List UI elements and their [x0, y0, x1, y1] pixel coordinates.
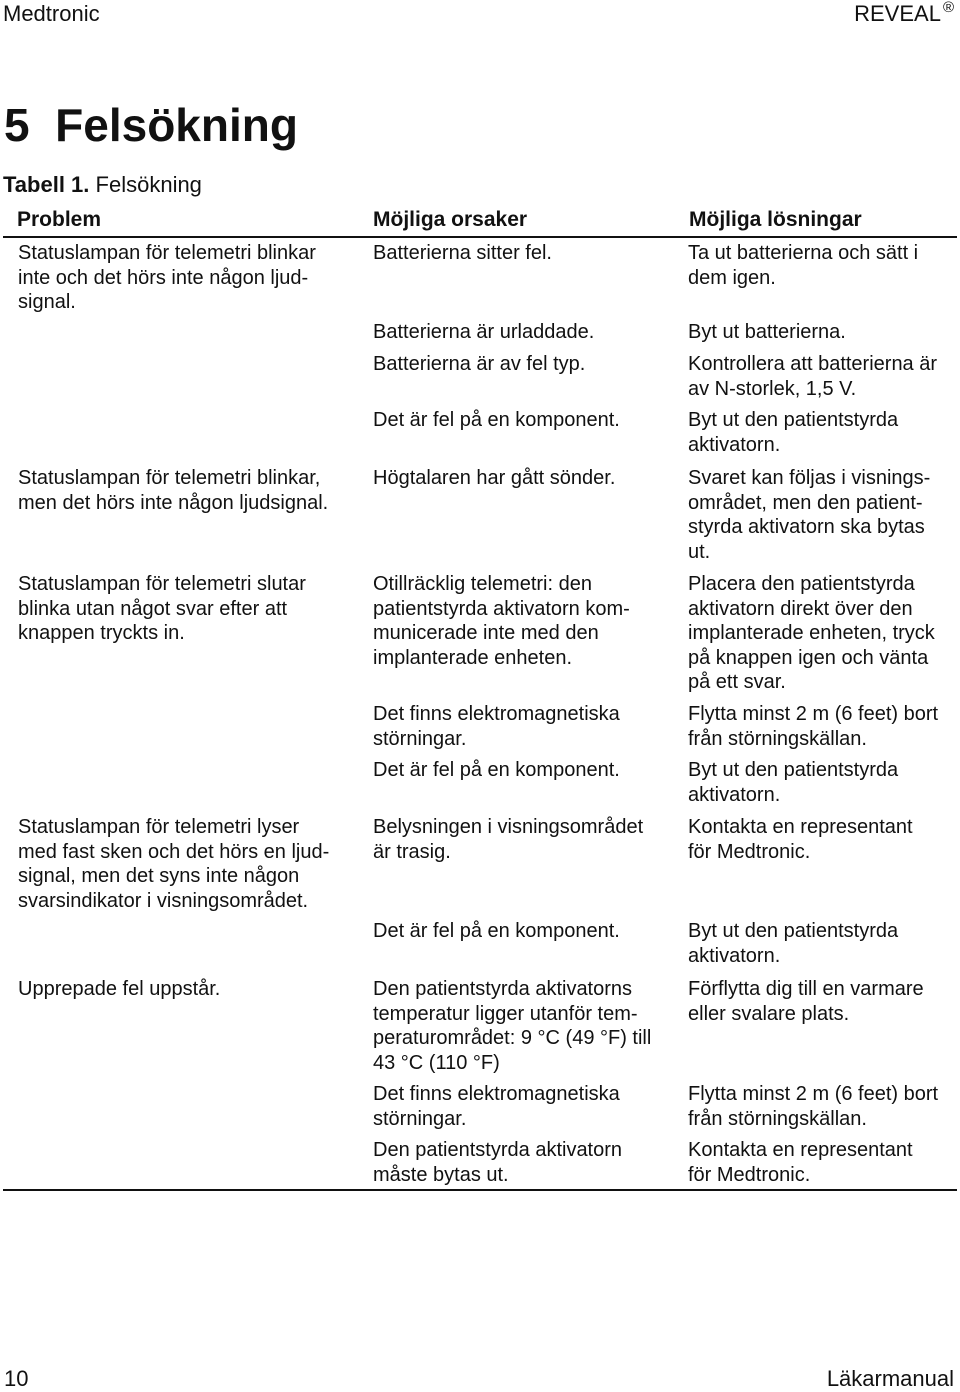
cause-cell-line: peraturområdet: 9 °C (49 °F) till: [373, 1027, 652, 1049]
solution-cell-line: aktivatorn direkt över den: [688, 597, 913, 620]
problem-cell-line: inte och det hörs inte någon ljud-: [18, 266, 309, 289]
problem-cell-line: Statuslampan för telemetri slutar: [18, 573, 306, 595]
solution-cell-line: från störningskällan.: [688, 1107, 867, 1130]
solution-cell: [688, 408, 898, 457]
solution-cell: [688, 815, 913, 864]
cause-cell-line: Den patientstyrda aktivatorn: [373, 1139, 623, 1161]
section-number: 5: [4, 99, 30, 151]
solution-cell-line: Kontakta en representant: [688, 1139, 913, 1161]
solution-cell-line: Byt ut batterierna.: [688, 321, 846, 343]
problem-cell: [18, 241, 316, 315]
table-bottom-rule: [3, 1189, 957, 1191]
solution-cell-line: ut.: [688, 540, 711, 563]
problem-cell-line: blinka utan något svar efter att: [18, 597, 288, 620]
cause-cell-line: är trasig.: [373, 840, 451, 863]
cause-cell-line: Det är fel på en komponent.: [373, 920, 620, 942]
solution-cell-line: Kontrollera att batterierna är: [688, 353, 938, 375]
cause-cell-line: Batterierna sitter fel.: [373, 242, 552, 264]
solution-cell-line: Svaret kan följas i visnings-: [688, 467, 931, 489]
cause-cell: [373, 408, 620, 433]
cause-cell-line: Högtalaren har gått sönder.: [373, 467, 616, 489]
problem-cell: [18, 466, 328, 515]
cause-cell-line: Det är fel på en komponent.: [373, 759, 620, 781]
solution-cell-line: Flytta minst 2 m (6 feet) bort: [688, 703, 939, 725]
problem-cell-line: signal, men det syns inte någon: [18, 865, 300, 887]
cause-cell-line: Otillräcklig telemetri: den: [373, 573, 592, 595]
solution-cell-line: implanterade enheten, tryck: [688, 622, 935, 644]
product-name: REVEAL: [854, 1, 941, 26]
solution-cell-line: området, men den patient-: [688, 491, 923, 514]
cause-cell-line: Belysningen i visningsområdet: [373, 816, 644, 838]
cause-cell-line: 43 °C (110 °F): [373, 1051, 500, 1074]
problem-cell-line: Statuslampan för telemetri blinkar,: [18, 467, 321, 489]
solution-cell: [688, 977, 924, 1026]
solution-cell: [688, 1138, 913, 1187]
cause-cell-line: patientstyrda aktivatorn kom-: [373, 597, 630, 620]
problem-cell-line: signal.: [18, 291, 76, 313]
problem-cell: [18, 815, 329, 913]
solution-cell-line: Byt ut den patientstyrda: [688, 409, 899, 431]
cause-cell: [373, 758, 620, 783]
solution-cell-line: styrda aktivatorn ska bytas: [688, 516, 925, 538]
cause-cell-line: implanterade enheten.: [373, 646, 573, 669]
table-caption-title: Felsökning: [95, 172, 202, 197]
solution-cell-line: Ta ut batterierna och sätt i: [688, 242, 919, 264]
table-caption-label: Tabell 1.: [3, 172, 90, 197]
cause-cell-line: municerade inte med den: [373, 622, 599, 644]
cause-cell-line: Batterierna är av fel typ.: [373, 353, 586, 375]
cause-cell-line: temperatur ligger utanför tem-: [373, 1002, 638, 1025]
solution-cell-line: Flytta minst 2 m (6 feet) bort: [688, 1083, 939, 1105]
cause-cell: [373, 466, 615, 491]
page-number: 10: [4, 1366, 29, 1391]
column-header-solutions: Möjliga lösningar: [689, 208, 862, 231]
cause-cell-line: Det finns elektromagnetiska: [373, 1083, 620, 1105]
solution-cell-line: på ett svar.: [688, 671, 786, 693]
solution-cell-line: aktivatorn.: [688, 944, 781, 967]
cause-cell-line: måste bytas ut.: [373, 1163, 509, 1186]
problem-cell-line: knappen tryckts in.: [18, 622, 185, 644]
cause-cell-line: Batterierna är urladdade.: [373, 321, 595, 343]
solution-cell-line: från störningskällan.: [688, 727, 867, 750]
solution-cell-line: av N-storlek, 1,5 V.: [688, 377, 857, 400]
solution-cell: [688, 241, 918, 290]
cause-cell: [373, 977, 651, 1075]
cause-cell-line: Den patientstyrda aktivatorns: [373, 978, 633, 1000]
column-header-problem: Problem: [17, 208, 102, 231]
problem-cell-line: Statuslampan för telemetri lyser: [18, 816, 300, 838]
solution-cell-line: för Medtronic.: [688, 840, 811, 863]
solution-cell: [688, 320, 846, 345]
cause-cell-line: Det finns elektromagnetiska: [373, 703, 620, 725]
problem-cell-line: Upprepade fel uppstår.: [18, 978, 221, 1000]
cause-cell: [373, 815, 643, 864]
solution-cell: [688, 466, 930, 564]
solution-cell-line: Förflytta dig till en varmare: [688, 978, 924, 1000]
registered-mark: ®: [942, 0, 954, 16]
solution-cell: [688, 702, 938, 751]
problem-cell-line: svarsindikator i visningsområdet.: [18, 889, 309, 912]
cause-cell: [373, 1082, 620, 1131]
cause-cell: [373, 1138, 622, 1187]
solution-cell: [688, 352, 937, 401]
cause-cell-line: Det är fel på en komponent.: [373, 409, 620, 431]
problem-cell-line: men det hörs inte någon ljudsignal.: [18, 491, 329, 514]
header-brand: Medtronic: [3, 1, 100, 26]
document-name: Läkarmanual: [826, 1366, 954, 1391]
cause-cell: [373, 919, 620, 944]
solution-cell: [688, 758, 898, 807]
problem-cell-line: Statuslampan för telemetri blinkar: [18, 242, 316, 264]
problem-cell: [18, 572, 306, 646]
cause-cell: [373, 702, 620, 751]
problem-cell: [18, 977, 220, 1002]
solution-cell: [688, 572, 935, 695]
solution-cell-line: Kontakta en representant: [688, 816, 913, 838]
cause-cell: [373, 241, 552, 266]
table-caption: [3, 172, 202, 198]
cause-cell-line: störningar.: [373, 1107, 467, 1130]
cause-cell: [373, 352, 585, 377]
solution-cell-line: dem igen.: [688, 266, 776, 289]
solution-cell-line: Byt ut den patientstyrda: [688, 920, 899, 942]
solution-cell: [688, 919, 898, 968]
table-header-row: [3, 206, 957, 238]
section-title: [4, 100, 298, 151]
problem-cell-line: med fast sken och det hörs en ljud-: [18, 840, 330, 863]
solution-cell-line: eller svalare plats.: [688, 1002, 850, 1025]
solution-cell-line: Byt ut den patientstyrda: [688, 759, 899, 781]
solution-cell-line: på knappen igen och vänta: [688, 646, 929, 669]
cause-cell: [373, 572, 630, 670]
header-product: [854, 1, 954, 27]
cause-cell: [373, 320, 594, 345]
solution-cell-line: Placera den patientstyrda: [688, 573, 915, 595]
section-title-text: Felsökning: [55, 99, 298, 151]
column-header-causes: Möjliga orsaker: [373, 208, 528, 231]
cause-cell-line: störningar.: [373, 727, 467, 750]
solution-cell-line: aktivatorn.: [688, 433, 781, 456]
solution-cell: [688, 1082, 938, 1131]
solution-cell-line: aktivatorn.: [688, 783, 781, 806]
solution-cell-line: för Medtronic.: [688, 1163, 811, 1186]
